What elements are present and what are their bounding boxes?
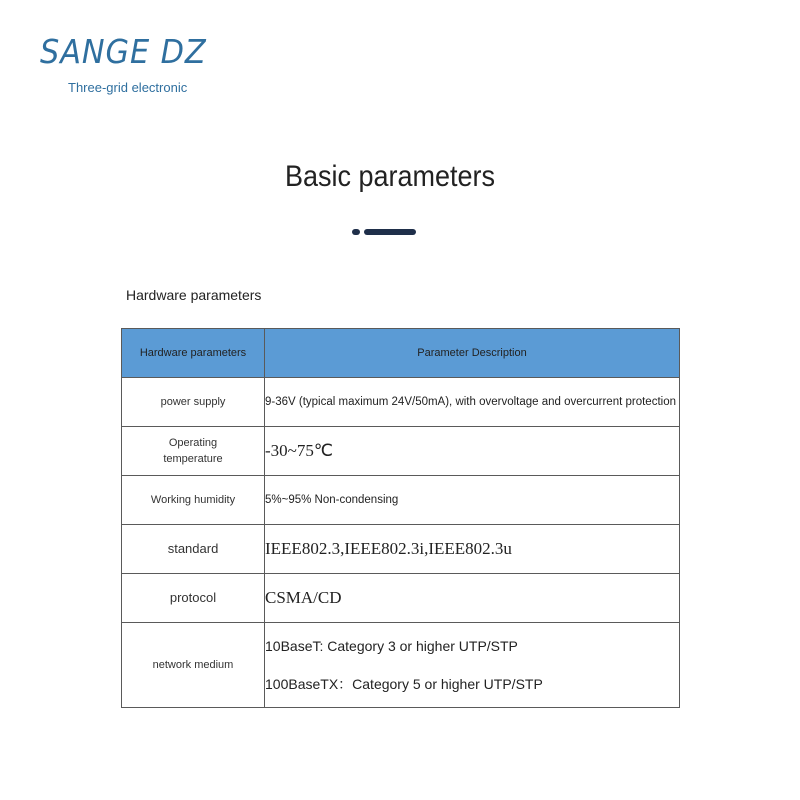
brand-logo (40, 32, 240, 95)
table-row (122, 427, 680, 476)
row-name: protocol (122, 574, 265, 623)
header-cell-parameter: Hardware parameters (122, 329, 265, 378)
network-medium-line: 10BaseT: Category 3 or higher UTP/STP (265, 638, 518, 654)
row-name: network medium (122, 623, 265, 708)
row-name: Working humidity (122, 476, 265, 525)
network-medium-line: 100BaseTX：Category 5 or higher UTP/STP (265, 676, 543, 692)
row-value: 9-36V (typical maximum 24V/50mA), with overvoltage and overcurrent protection (265, 378, 680, 427)
table-row (122, 378, 680, 427)
row-name: power supply (122, 378, 265, 427)
divider-dot (352, 229, 360, 235)
row-value: 5%~95% Non-condensing (265, 476, 680, 525)
table-row (122, 476, 680, 525)
table-header-row (122, 329, 680, 378)
row-name: Operating temperature (122, 427, 265, 476)
header-cell-description: Parameter Description (265, 329, 680, 378)
row-value: IEEE802.3,IEEE802.3i,IEEE802.3u (265, 525, 680, 574)
table-row (122, 574, 680, 623)
table-row (122, 525, 680, 574)
brand-tagline: Three-grid electronic (68, 80, 188, 95)
section-title: Hardware parameters (126, 287, 262, 303)
row-value (265, 623, 680, 708)
table-row (122, 623, 680, 708)
divider-bar (364, 229, 416, 235)
row-value: -30~75℃ (265, 427, 680, 476)
row-name: standard (122, 525, 265, 574)
row-value: CSMA/CD (265, 574, 680, 623)
page-title: Basic parameters (284, 160, 496, 193)
brand-name: SANGE DZ (40, 32, 207, 71)
parameters-table (121, 328, 680, 708)
